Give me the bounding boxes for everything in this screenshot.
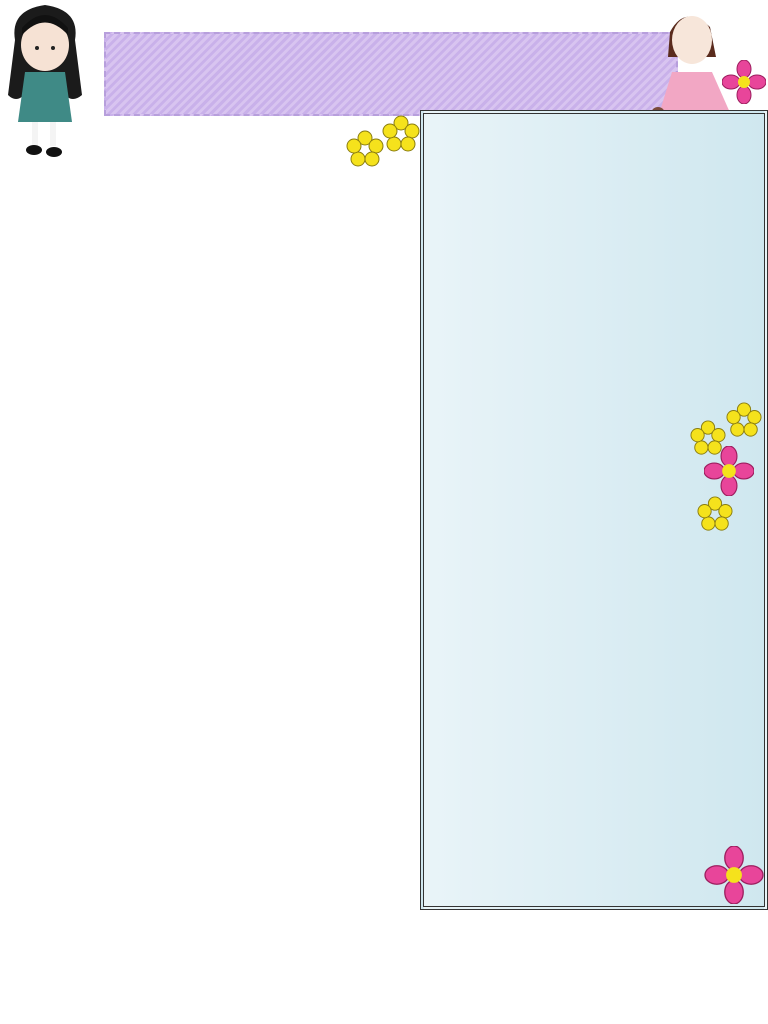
yellow-flower-icon [697,496,733,532]
title-banner [104,32,678,116]
doll-left-illustration [0,0,90,170]
yellow-flower-icon [726,402,762,438]
pink-flower-icon [722,60,766,104]
yellow-flower-icon [346,130,384,168]
yellow-flower-icon [382,115,420,153]
yellow-flower-icon [690,420,726,456]
pink-flower-icon [704,846,764,904]
